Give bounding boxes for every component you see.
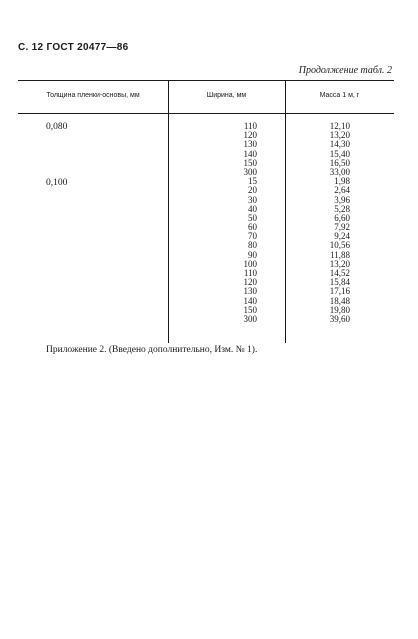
mass-cell: 13,20 bbox=[329, 258, 350, 269]
column-divider-2 bbox=[285, 80, 286, 343]
mass-cell: 14,52 bbox=[329, 268, 350, 278]
width-cell: 90 bbox=[248, 249, 257, 260]
width-cell: 100 bbox=[243, 258, 257, 269]
mass-cell: 15,84 bbox=[329, 277, 350, 288]
width-cell: 110 bbox=[243, 121, 257, 131]
mass-cell: 7,92 bbox=[334, 222, 350, 233]
width-cell: 15 bbox=[248, 176, 257, 187]
mass-cell: 13,20 bbox=[329, 130, 350, 141]
width-cell: 150 bbox=[243, 304, 257, 315]
column-divider-1 bbox=[168, 80, 169, 343]
mass-cell: 16,50 bbox=[329, 157, 350, 168]
mass-cell: 6,60 bbox=[334, 212, 350, 223]
width-cell: 20 bbox=[248, 185, 257, 196]
mass-cell: 17,16 bbox=[329, 286, 350, 297]
width-cell: 40 bbox=[248, 203, 257, 214]
column-header-mass: Масса 1 м, г bbox=[319, 92, 360, 99]
appendix-note bbox=[46, 345, 257, 355]
mass-cell: 11,88 bbox=[330, 249, 350, 260]
mass-cell: 12,10 bbox=[329, 121, 350, 131]
mass-cell: 9,24 bbox=[334, 231, 350, 242]
width-cell: 80 bbox=[248, 240, 257, 251]
column-header-width: Ширина, мм bbox=[206, 92, 247, 99]
mass-cell: 1,98 bbox=[334, 176, 350, 187]
mass-cell: 15,40 bbox=[329, 148, 350, 159]
width-cell: 70 bbox=[248, 231, 257, 242]
width-cell: 120 bbox=[243, 277, 257, 288]
thickness-value: 0,080 bbox=[46, 122, 68, 132]
page-header: С. 12 ГОСТ 20477—86 bbox=[18, 42, 129, 53]
appendix-note-text: (Введено дополнительно, Изм. № 1). bbox=[108, 345, 258, 355]
mass-cell: 39,60 bbox=[329, 313, 350, 324]
table-header-rule bbox=[18, 113, 394, 114]
mass-cell: 18,48 bbox=[329, 295, 350, 306]
width-cell: 300 bbox=[243, 166, 257, 177]
mass-table bbox=[18, 80, 394, 343]
width-cell: 140 bbox=[243, 295, 257, 306]
width-cell: 120 bbox=[243, 130, 257, 141]
appendix-note-prefix: Приложение 2. bbox=[46, 345, 109, 355]
width-cell: 30 bbox=[248, 194, 257, 205]
thickness-value: 0,100 bbox=[46, 178, 68, 188]
width-column bbox=[223, 122, 257, 324]
mass-cell: 10,56 bbox=[329, 240, 350, 251]
width-cell: 130 bbox=[243, 286, 257, 297]
table-top-rule bbox=[18, 80, 394, 81]
mass-cell: 5,28 bbox=[334, 203, 350, 214]
mass-column bbox=[310, 122, 350, 324]
mass-cell: 33,00 bbox=[329, 166, 350, 177]
width-cell: 300 bbox=[243, 313, 257, 324]
width-cell: 130 bbox=[243, 139, 257, 150]
column-header-thickness: Толщина пленки-основы, мм bbox=[46, 92, 140, 99]
mass-cell: 2,64 bbox=[334, 185, 350, 196]
width-cell: 140 bbox=[243, 148, 257, 159]
width-cell: 60 bbox=[248, 222, 257, 233]
width-cell: 150 bbox=[243, 157, 257, 168]
width-cell: 110 bbox=[243, 268, 257, 278]
mass-cell: 19,80 bbox=[329, 304, 350, 315]
mass-cell: 3,96 bbox=[334, 194, 350, 205]
width-cell: 50 bbox=[248, 212, 257, 223]
table-continuation-label: Продолжение табл. 2 bbox=[298, 65, 392, 76]
mass-cell: 14,30 bbox=[329, 139, 350, 150]
